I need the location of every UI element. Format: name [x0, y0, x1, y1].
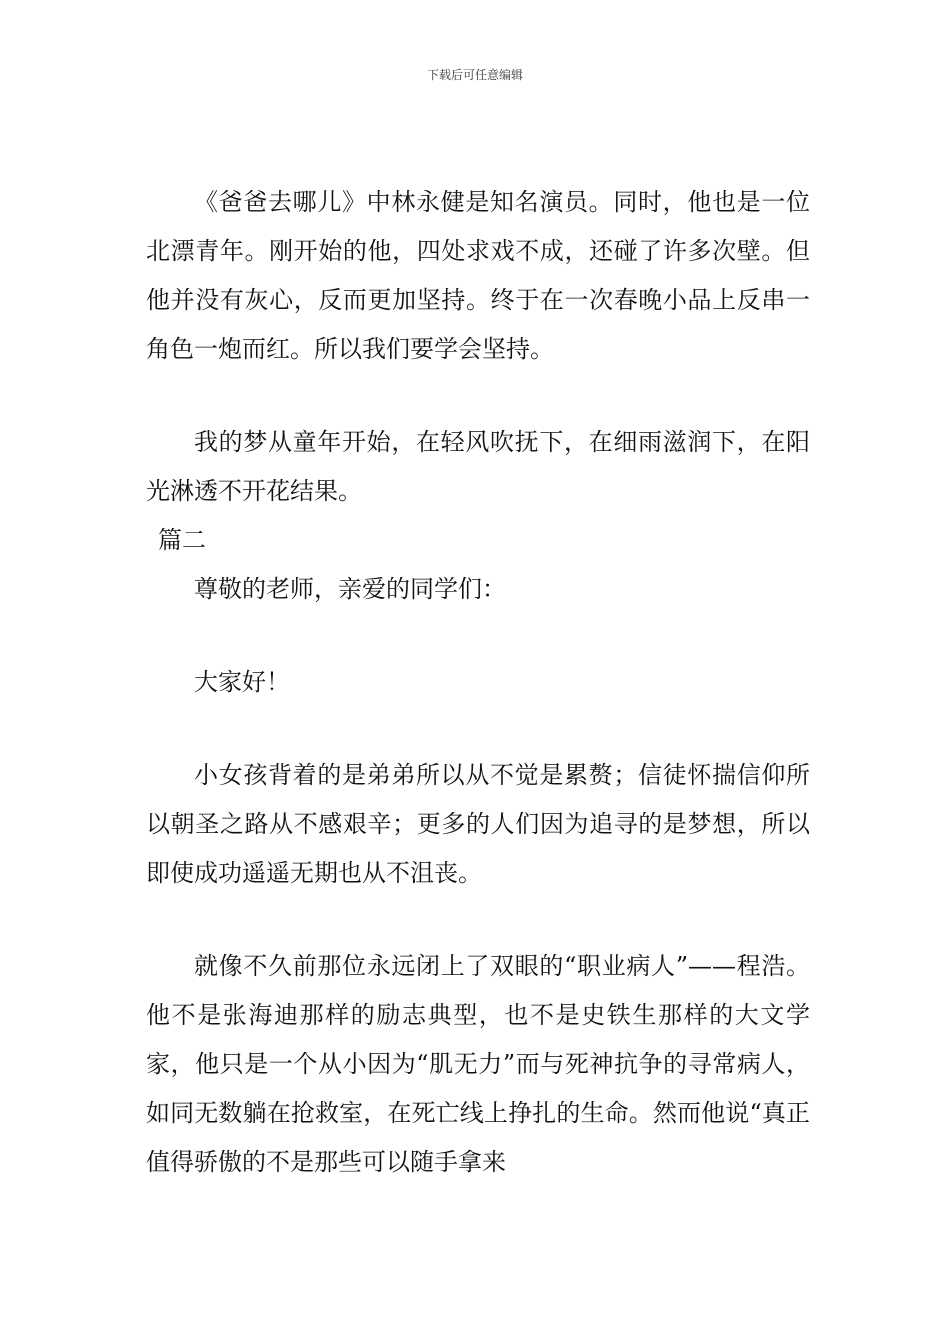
paragraph-2: 我的梦从童年开始，在轻风吹抚下，在细雨滋润下，在阳光淋透不开花结果。 [146, 428, 810, 505]
paragraph-gap [146, 374, 810, 418]
paragraph-gap [146, 614, 810, 658]
paragraph-gap [146, 707, 810, 751]
paragraph-4: 就像不久前那位永远闭上了双眼的“职业病人”——程浩。他不是张海迪那样的励志典型，也不是史铁生那样的大文学家，他只是一个从小因为“肌无力”而与死神抗争的寻常病人，如同无数躺在抢救室，在死亡线上挣扎的生命。然而他说“真正值得骄傲的不是那些可以随手拿来 [146, 952, 810, 1176]
document-body [146, 178, 810, 1187]
header-note: 下载后可任意编辑 [426, 68, 523, 82]
section-title: 篇二 [158, 526, 206, 554]
paragraph-3: 小女孩背着的是弟弟所以从不觉是累赘；信徒怀揣信仰所以朝圣之路从不感艰辛；更多的人们因为追寻的是梦想，所以即使成功遥遥无期也从不沮丧。 [146, 761, 810, 887]
paragraph-gap [146, 898, 810, 942]
paragraph-greeting: 大家好！ [194, 668, 290, 696]
paragraph-1: 《爸爸去哪儿》中林永健是知名演员。同时，他也是一位北漂青年。刚开始的他，四处求戏不成，还碰了许多次壁。但他并没有灰心，反而更加坚持。终于在一次春晚小品上反串一角色一炮而红。所以我们要学会坚持。 [146, 188, 810, 363]
paragraph-salutation: 尊敬的老师，亲爱的同学们： [194, 575, 506, 603]
